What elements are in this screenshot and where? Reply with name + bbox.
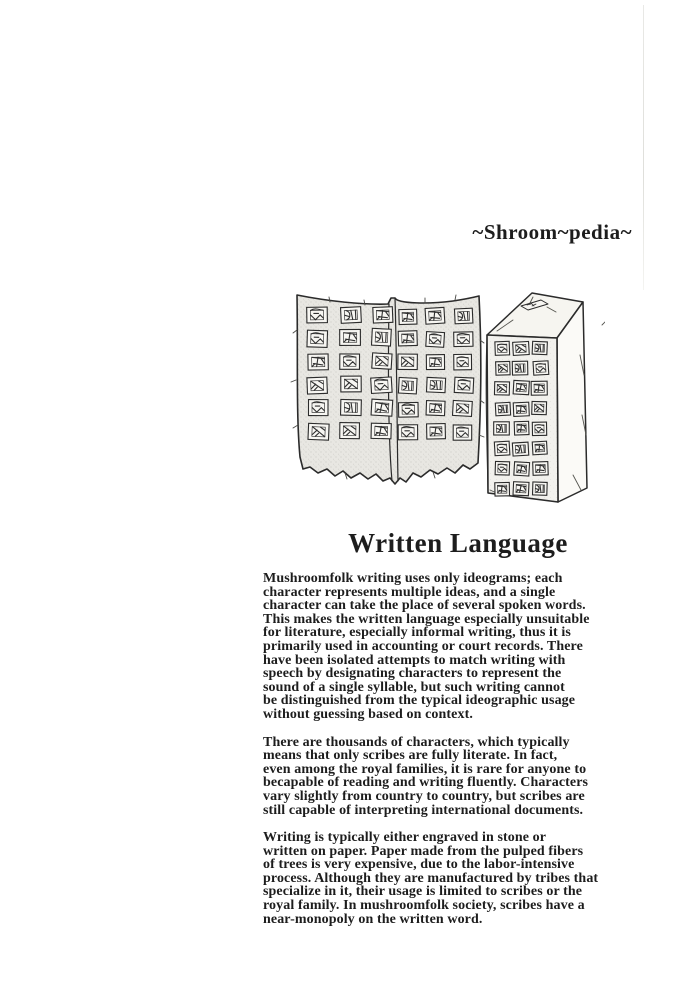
text-line: primarily used in accounting or court records. There xyxy=(263,638,583,654)
text-line: vary slightly from country to country, but scribes are xyxy=(263,788,585,804)
text-line: becapable of reading and writing fluently. Characters xyxy=(263,775,589,791)
text-line: This makes the written language especially unsuitable xyxy=(263,611,590,627)
paragraph xyxy=(263,736,655,818)
text-line: means that only scribes are fully literate. In fact, xyxy=(263,748,558,764)
ideogram-illustration xyxy=(285,285,605,513)
text-line: without guessing based on context. xyxy=(263,706,473,722)
text-line: still capable of interpreting international documents. xyxy=(263,802,584,818)
text-line: of trees is very expensive, due to the labor-intensive xyxy=(263,857,575,873)
text-line: written on paper. Paper made from the pulped fibers xyxy=(263,843,584,859)
text-line: even among the royal families, it is rare for anyone to xyxy=(263,761,587,777)
masthead: ~Shroom~pedia~ xyxy=(472,220,632,244)
text-line: Writing is typically either engraved in stone or xyxy=(263,830,547,846)
illustration-book-and-stone xyxy=(285,285,605,513)
article-title: Written Language xyxy=(348,528,568,558)
text-line: Mushroomfolk writing uses only ideograms; each xyxy=(263,571,563,586)
text-line: for literature, especially informal writing, thus it is xyxy=(263,625,571,641)
text-line: character can take the place of several spoken words. xyxy=(263,598,586,614)
paragraph xyxy=(263,831,655,926)
text-line: be distinguished from the typical ideographic usage xyxy=(263,693,576,709)
scanned-page-edge xyxy=(643,5,644,290)
text-line: specialize in it, their usage is limited to scribes or the xyxy=(263,884,583,900)
article-body xyxy=(263,572,655,940)
text-line: near-monopoly on the written word. xyxy=(263,911,483,927)
text-line: have been isolated attempts to match writing with xyxy=(263,652,566,668)
text-line: speech by designating characters to represent the xyxy=(263,666,562,682)
text-line: There are thousands of characters, which typically xyxy=(263,734,570,750)
text-line: process. Although they are manufactured by tribes that xyxy=(263,870,599,886)
text-line: royal family. In mushroomfolk society, scribes have a xyxy=(263,898,585,914)
paragraph xyxy=(263,572,655,722)
text-line: sound of a single syllable, but such writing cannot xyxy=(263,679,565,695)
text-line: character represents multiple ideas, and a single xyxy=(263,584,556,600)
